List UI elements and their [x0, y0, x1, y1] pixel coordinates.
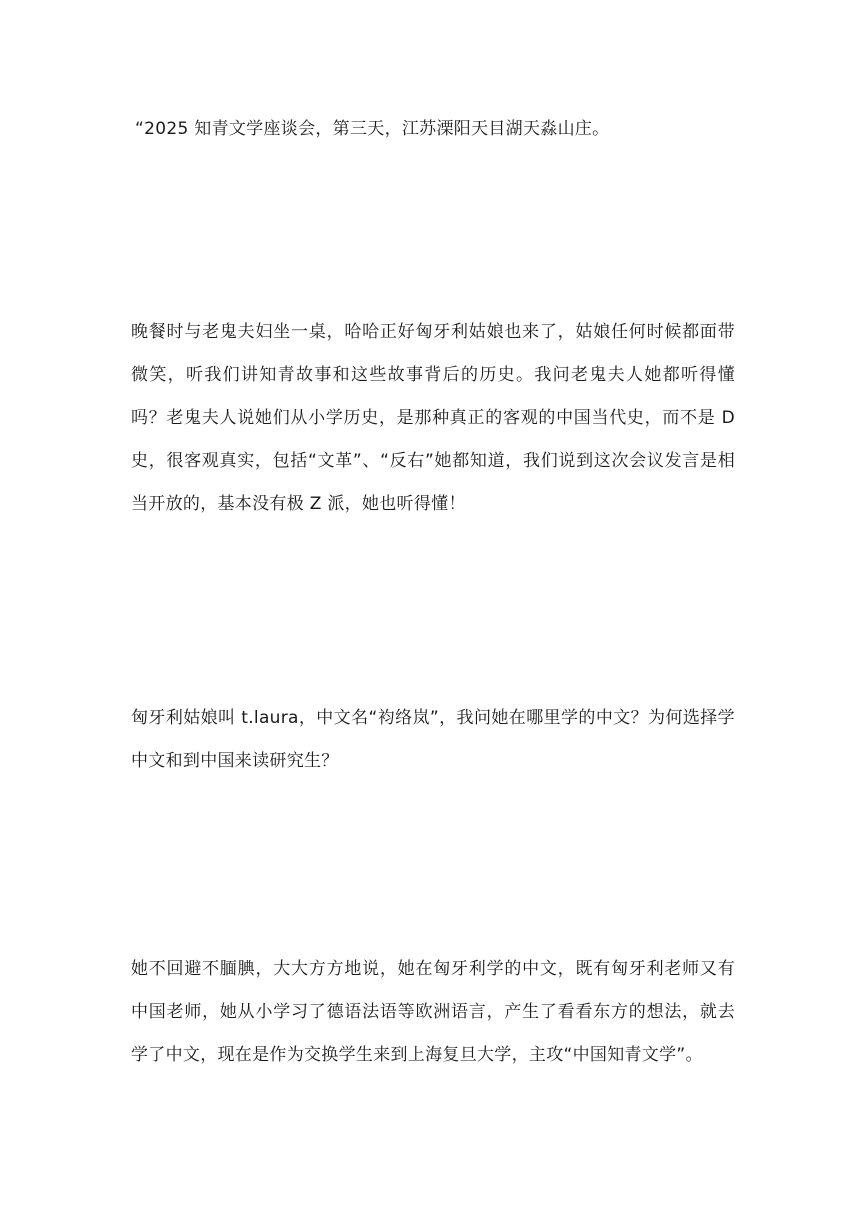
paragraph-dinner: 晚餐时与老鬼夫妇坐一桌，哈哈正好匈牙利姑娘也来了，姑娘任何时候都面带微笑，听我们讲知青故事和这些故事背后的历史。我问老鬼夫人她都听得懂吗？老鬼夫人说她们从小学历史，是那种真正的客观的中国当代史，而不是 D 史，很客观真实，包括“文革”、“反右”她都知道，我们说到这次会议发言是相当开放的，基本没有极 Z 派，她也听得懂！ — [131, 322, 735, 514]
paragraph-intro: “2025 知青文学座谈会，第三天，江苏溧阳天目湖天淼山庄。 — [135, 119, 610, 139]
paragraph-answer: 她不回避不腼腆，大大方方地说，她在匈牙利学的中文，既有匈牙利老师又有中国老师，她从小学习了德语法语等欧洲语言，产生了看看东方的想法，就去学了中文，现在是作为交换学生来到上海复旦大学，主攻“中国知青文学”。 — [131, 959, 735, 1065]
paragraph-question: 匈牙利姑娘叫 t.laura，中文名“袀络岚”，我问她在哪里学的中文？为何选择学中文和到中国来读研究生？ — [131, 708, 735, 771]
